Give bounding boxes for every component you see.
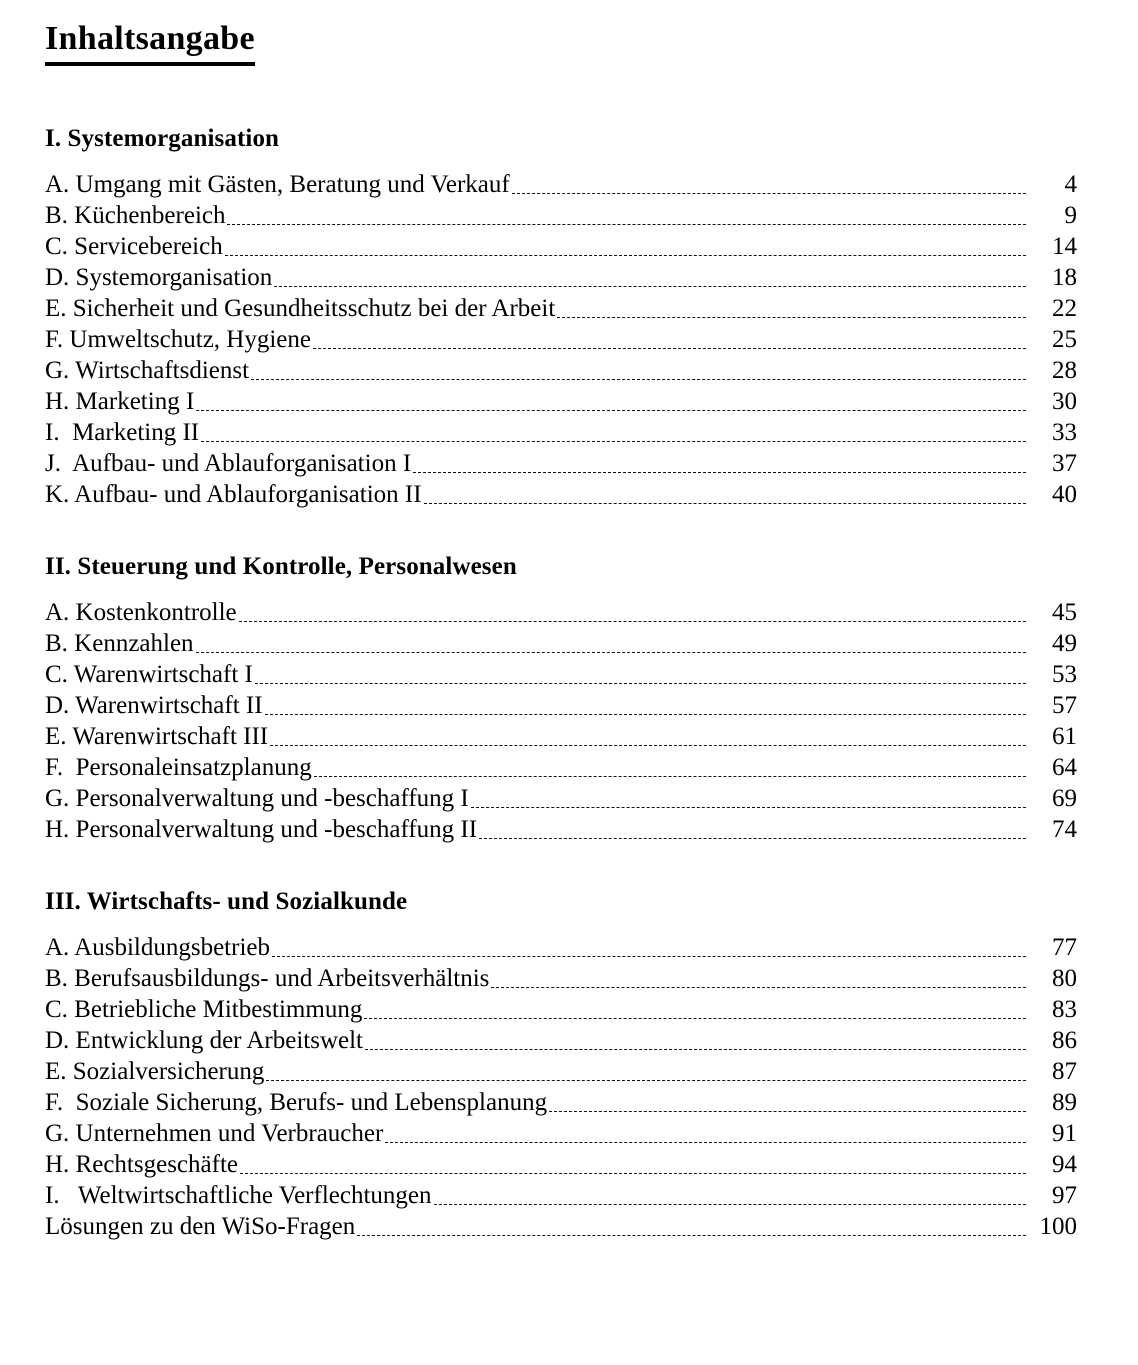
section-heading: II. Steuerung und Kontrolle, Personalwesen <box>45 553 517 580</box>
dotted-leader <box>194 386 1029 417</box>
dotted-leader <box>194 628 1029 659</box>
toc-entry-label: E. Sicherheit und Gesundheitsschutz bei der Arbeit <box>45 295 556 322</box>
toc-entry[interactable] <box>45 231 1077 262</box>
dotted-leader <box>355 1211 1029 1242</box>
toc-entry-page-number: 28 <box>1052 357 1077 384</box>
toc-entry[interactable] <box>45 324 1077 355</box>
toc-entry-page-number: 57 <box>1052 692 1077 719</box>
toc-entry[interactable] <box>45 1149 1077 1180</box>
toc-entry-page-number: 53 <box>1052 661 1077 688</box>
dotted-leader <box>555 293 1029 324</box>
toc-entry-label: A. Kostenkontrolle <box>45 599 237 626</box>
toc-entry-page-number: 94 <box>1052 1151 1077 1178</box>
toc-entry-label: E. Warenwirtschaft III <box>45 723 269 750</box>
dotted-leader <box>263 690 1029 721</box>
toc-entry[interactable] <box>45 355 1077 386</box>
toc-entry-page-number: 89 <box>1052 1089 1077 1116</box>
dotted-leader <box>411 448 1029 479</box>
toc-entry-page-number: 22 <box>1052 295 1077 322</box>
dotted-leader <box>489 963 1029 994</box>
toc-entry-page-number: 87 <box>1052 1058 1077 1085</box>
toc-section <box>45 126 1077 510</box>
toc-entry-page-number: 45 <box>1052 599 1077 626</box>
dotted-leader <box>249 355 1029 386</box>
toc-entry-label: A. Ausbildungsbetrieb <box>45 934 270 961</box>
dotted-leader <box>272 262 1029 293</box>
dotted-leader <box>237 597 1029 628</box>
toc-entry-label: D. Entwicklung der Arbeitswelt <box>45 1027 363 1054</box>
toc-entry[interactable] <box>45 932 1077 963</box>
toc-entry-page-number: 49 <box>1052 630 1077 657</box>
toc-entry-label: C. Warenwirtschaft I <box>45 661 253 688</box>
dotted-leader <box>469 783 1029 814</box>
toc-entry[interactable] <box>45 783 1077 814</box>
dotted-leader <box>422 479 1029 510</box>
toc-entry-label: C. Servicebereich <box>45 233 223 260</box>
dotted-leader <box>238 1149 1029 1180</box>
toc-entry-page-number: 25 <box>1052 326 1077 353</box>
toc-entry-page-number: 30 <box>1052 388 1077 415</box>
toc-entry-label: H. Marketing I <box>45 388 195 415</box>
toc-entry-label: B. Berufsausbildungs- und Arbeitsverhältnis <box>45 965 490 992</box>
toc-entry[interactable] <box>45 994 1077 1025</box>
toc-entry-label: J. Aufbau- und Ablauforganisation I <box>45 450 412 477</box>
toc-entry-label: B. Kennzahlen <box>45 630 194 657</box>
dotted-leader <box>311 324 1029 355</box>
toc-entry-label: Lösungen zu den WiSo-Fragen <box>45 1213 356 1240</box>
toc-entry-page-number: 100 <box>1039 1213 1077 1240</box>
toc-entry-label: D. Warenwirtschaft II <box>45 692 263 719</box>
toc-entry[interactable] <box>45 169 1077 200</box>
dotted-leader <box>432 1180 1029 1211</box>
toc-entry-page-number: 18 <box>1052 264 1077 291</box>
dotted-leader <box>199 417 1029 448</box>
section-heading: III. Wirtschafts- und Sozialkunde <box>45 888 408 915</box>
toc-entry-page-number: 37 <box>1052 450 1077 477</box>
toc-entry-label: E. Sozialversicherung <box>45 1058 265 1085</box>
toc-entry-label: F. Umweltschutz, Hygiene <box>45 326 312 353</box>
toc-entry-page-number: 61 <box>1052 723 1077 750</box>
toc-entry[interactable] <box>45 262 1077 293</box>
toc-entry[interactable] <box>45 293 1077 324</box>
toc-entry[interactable] <box>45 659 1077 690</box>
toc-entry-label: F. Personaleinsatzplanung <box>45 754 312 781</box>
dotted-leader <box>225 200 1029 231</box>
toc-entry-label: H. Rechtsgeschäfte <box>45 1151 238 1178</box>
toc-entry[interactable] <box>45 963 1077 994</box>
toc-entry-page-number: 40 <box>1052 481 1077 508</box>
toc-section <box>45 554 1077 845</box>
toc-entry-page-number: 4 <box>1064 171 1077 198</box>
toc-entry-label: I. Marketing II <box>45 419 200 446</box>
toc-entry-page-number: 14 <box>1052 233 1077 260</box>
toc-entry-page-number: 77 <box>1052 934 1077 961</box>
toc-entry[interactable] <box>45 417 1077 448</box>
toc-entry[interactable] <box>45 479 1077 510</box>
toc-entry[interactable] <box>45 628 1077 659</box>
toc-entry-page-number: 33 <box>1052 419 1077 446</box>
dotted-leader <box>253 659 1029 690</box>
dotted-leader <box>362 994 1029 1025</box>
toc-entry-page-number: 91 <box>1052 1120 1077 1147</box>
toc-entry[interactable] <box>45 721 1077 752</box>
toc-section <box>45 889 1077 1242</box>
toc-entry-page-number: 86 <box>1052 1027 1077 1054</box>
toc-entry-page-number: 80 <box>1052 965 1077 992</box>
toc-entry-page-number: 83 <box>1052 996 1077 1023</box>
toc-entry[interactable] <box>45 200 1077 231</box>
toc-entry[interactable] <box>45 1180 1077 1211</box>
toc-entry-page-number: 69 <box>1052 785 1077 812</box>
toc-entry-page-number: 74 <box>1052 816 1077 843</box>
toc-entry-label: C. Betriebliche Mitbestimmung <box>45 996 363 1023</box>
toc-entry[interactable] <box>45 448 1077 479</box>
dotted-leader <box>264 1056 1029 1087</box>
toc-entry-label: A. Umgang mit Gästen, Beratung und Verkauf <box>45 171 510 198</box>
toc-entry[interactable] <box>45 1211 1077 1242</box>
toc-entry-label: I. Weltwirtschaftliche Verflechtungen <box>45 1182 432 1209</box>
toc-entry[interactable] <box>45 597 1077 628</box>
toc-entry[interactable] <box>45 1025 1077 1056</box>
toc-entry[interactable] <box>45 1087 1077 1118</box>
toc-entry-page-number: 64 <box>1052 754 1077 781</box>
toc-entry-label: K. Aufbau- und Ablauforganisation II <box>45 481 422 508</box>
toc-entry-page-number: 97 <box>1052 1182 1077 1209</box>
toc-entry-page-number: 9 <box>1064 202 1077 229</box>
dotted-leader <box>510 169 1029 200</box>
table-of-contents <box>45 126 1077 1242</box>
toc-entry[interactable] <box>45 1118 1077 1149</box>
toc-entry[interactable] <box>45 1056 1077 1087</box>
dotted-leader <box>363 1025 1029 1056</box>
toc-entry-label: B. Küchenbereich <box>45 202 226 229</box>
toc-entry[interactable] <box>45 752 1077 783</box>
page-title: Inhaltsangabe <box>45 18 255 66</box>
dotted-leader <box>268 721 1029 752</box>
dotted-leader <box>223 231 1029 262</box>
toc-entry[interactable] <box>45 690 1077 721</box>
toc-entry-label: D. Systemorganisation <box>45 264 273 291</box>
dotted-leader <box>477 814 1029 845</box>
toc-entry[interactable] <box>45 814 1077 845</box>
dotted-leader <box>312 752 1029 783</box>
toc-entry-label: F. Soziale Sicherung, Berufs- und Lebensplanung <box>45 1089 548 1116</box>
toc-entry[interactable] <box>45 386 1077 417</box>
toc-entry-label: H. Personalverwaltung und -beschaffung II <box>45 816 478 843</box>
section-heading: I. Systemorganisation <box>45 125 280 152</box>
dotted-leader <box>270 932 1029 963</box>
toc-entry-label: G. Unternehmen und Verbraucher <box>45 1120 384 1147</box>
dotted-leader <box>383 1118 1029 1149</box>
toc-entry-label: G. Personalverwaltung und -beschaffung I <box>45 785 469 812</box>
toc-entry-label: G. Wirtschaftsdienst <box>45 357 250 384</box>
dotted-leader <box>547 1087 1029 1118</box>
